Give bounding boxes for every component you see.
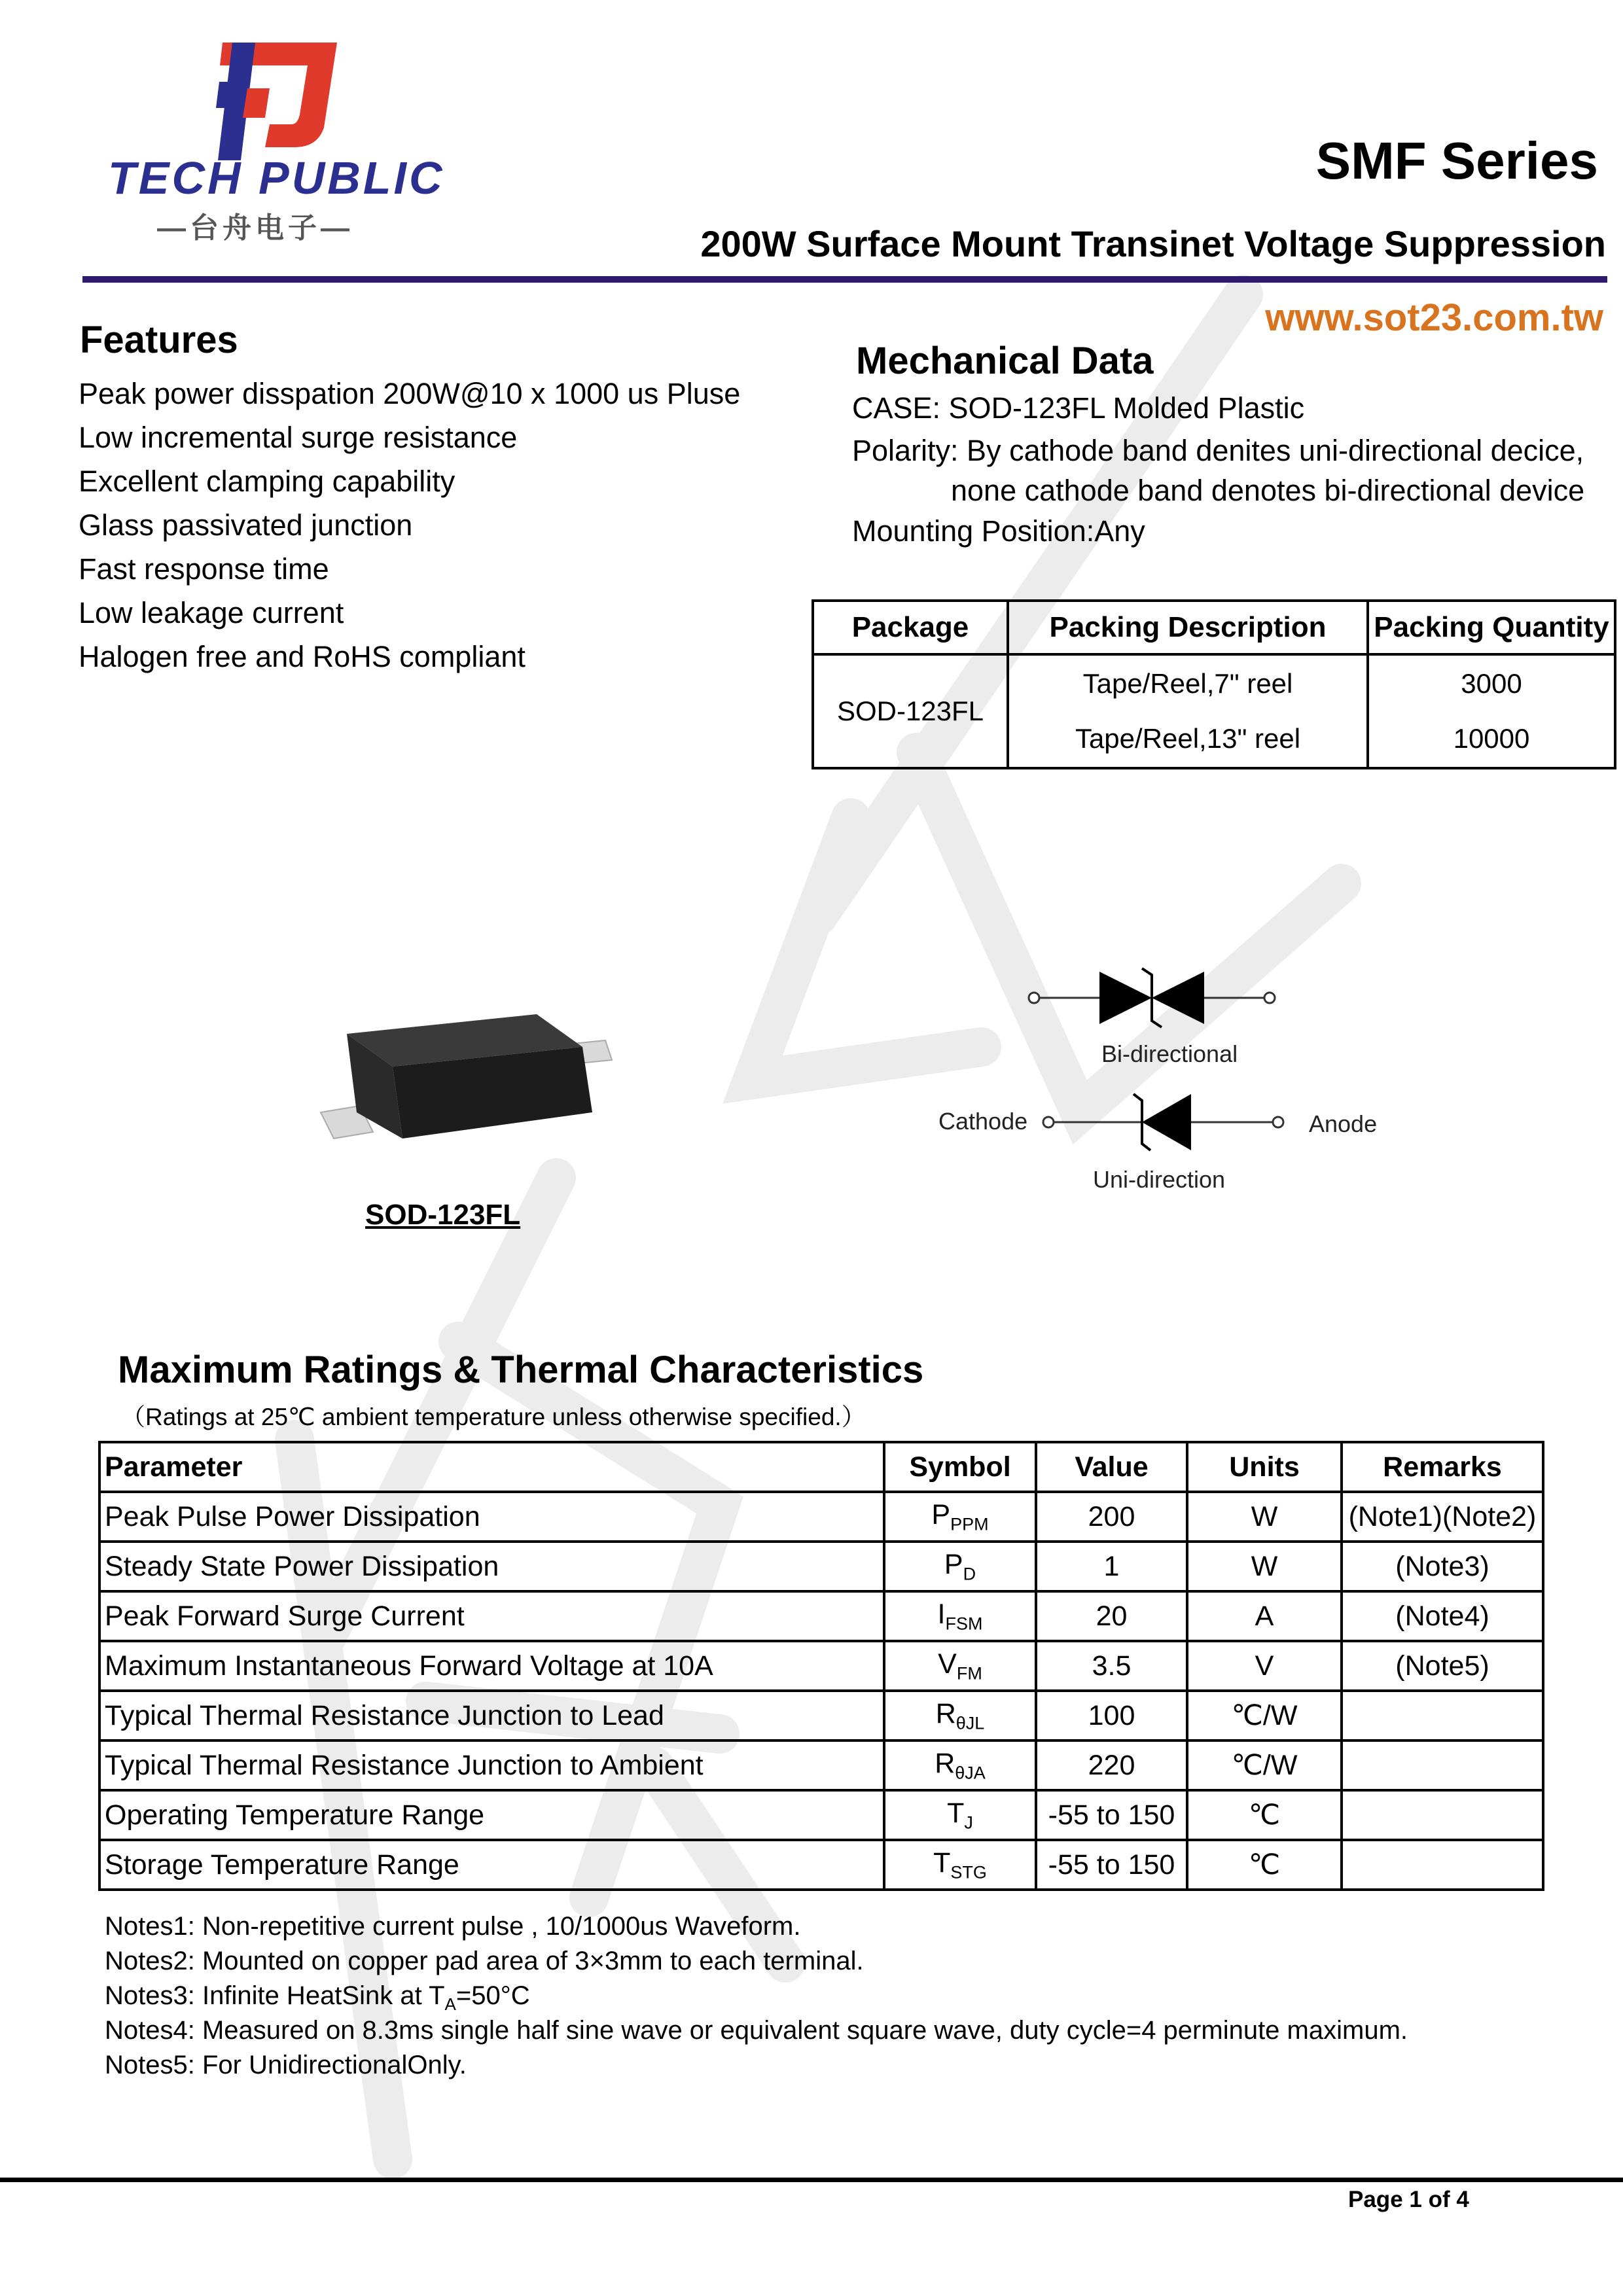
ratings-header-units: Units	[1187, 1442, 1342, 1492]
feature-item: Low incremental surge resistance	[79, 421, 518, 454]
ratings-remarks	[1342, 1740, 1543, 1790]
ratings-row	[99, 1740, 1543, 1790]
package-caption: SOD-123FL	[365, 1199, 521, 1231]
header-rule	[82, 276, 1607, 283]
note-2: Notes2: Mounted on copper pad area of 3×3mm to each terminal.	[105, 1947, 864, 1975]
packing-row	[813, 654, 1615, 768]
ratings-units: W	[1187, 1542, 1342, 1591]
series-title: SMF Series	[1315, 132, 1598, 190]
ratings-parameter: Steady State Power Dissipation	[99, 1542, 884, 1591]
symbol-letter: I	[937, 1598, 946, 1630]
packing-description: Tape/Reel,13" reel	[1075, 723, 1301, 754]
document-subtitle: 200W Surface Mount Transinet Voltage Suppression	[700, 223, 1606, 264]
ratings-remarks	[1342, 1691, 1543, 1740]
ratings-value: 1	[1036, 1542, 1187, 1591]
packing-quantities	[1368, 654, 1615, 768]
symbol-subscript: D	[963, 1564, 976, 1584]
ratings-heading: Maximum Ratings & Thermal Characteristics	[118, 1349, 924, 1391]
note-3-sub: A	[444, 1994, 456, 2014]
note-3	[105, 1979, 1408, 2013]
footer-rule	[0, 2178, 1623, 2182]
ratings-row	[99, 1641, 1543, 1691]
ratings-remarks: (Note3)	[1342, 1542, 1543, 1591]
notes-section	[105, 1909, 1408, 2083]
ratings-units: ℃	[1187, 1790, 1342, 1840]
ratings-units: ℃/W	[1187, 1740, 1342, 1790]
ratings-header-value: Value	[1036, 1442, 1187, 1492]
ratings-parameter: Peak Forward Surge Current	[99, 1591, 884, 1641]
ratings-remarks: (Note1)(Note2)	[1342, 1492, 1543, 1542]
bi-directional-label: Bi-directional	[1101, 1040, 1238, 1067]
mech-polarity-line-1: Polarity: By cathode band denites uni-directional decice,	[852, 434, 1584, 467]
ratings-units: W	[1187, 1492, 1342, 1542]
ratings-header-symbol: Symbol	[884, 1442, 1036, 1492]
ratings-row	[99, 1591, 1543, 1641]
feature-item: Fast response time	[79, 552, 329, 586]
ratings-value: 20	[1036, 1591, 1187, 1641]
symbol-letter: T	[947, 1797, 965, 1829]
features-list	[79, 372, 740, 679]
ratings-row	[99, 1542, 1543, 1591]
ratings-parameter: Peak Pulse Power Dissipation	[99, 1492, 884, 1542]
ratings-remarks: (Note5)	[1342, 1641, 1543, 1691]
ratings-symbol	[884, 1790, 1036, 1840]
symbol-letter: P	[931, 1498, 951, 1530]
ratings-row	[99, 1840, 1543, 1890]
packing-header-row	[813, 601, 1615, 654]
symbol-letter: R	[935, 1697, 956, 1729]
note-5: Notes5: For UnidirectionalOnly.	[105, 2051, 467, 2079]
ratings-conditions: （Ratings at 25℃ ambient temperature unless otherwise specified.）	[121, 1404, 866, 1430]
brand-name: TECH PUBLIC	[108, 152, 445, 203]
mech-mounting: Mounting Position:Any	[852, 514, 1145, 548]
note-3-suffix: =50°C	[455, 1981, 530, 2010]
packing-header-quantity: Packing Quantity	[1368, 601, 1615, 654]
packing-header-package: Package	[813, 601, 1008, 654]
mech-case: CASE: SOD-123FL Molded Plastic	[852, 391, 1305, 425]
ratings-header-parameter: Parameter	[99, 1442, 884, 1492]
sod123fl-package-image	[314, 981, 622, 1158]
features-heading: Features	[80, 319, 238, 361]
ratings-value: 100	[1036, 1691, 1187, 1740]
ratings-parameter: Maximum Instantaneous Forward Voltage at 10A	[99, 1641, 884, 1691]
ratings-parameter: Typical Thermal Resistance Junction to Ambient	[99, 1740, 884, 1790]
ratings-value: 200	[1036, 1492, 1187, 1542]
ratings-symbol	[884, 1542, 1036, 1591]
note-3-prefix: Notes3: Infinite HeatSink at T	[105, 1981, 445, 2010]
symbol-subscript: θJA	[955, 1763, 986, 1783]
ratings-remarks: (Note4)	[1342, 1591, 1543, 1641]
packing-description: Tape/Reel,7" reel	[1082, 668, 1293, 699]
symbol-letter: V	[938, 1648, 957, 1680]
ratings-parameter: Operating Temperature Range	[99, 1790, 884, 1840]
feature-item: Halogen free and RoHS compliant	[79, 640, 526, 673]
symbol-subscript: FSM	[945, 1614, 983, 1634]
symbol-subscript: STG	[950, 1862, 987, 1882]
packing-descriptions	[1008, 654, 1368, 768]
ratings-symbol	[884, 1691, 1036, 1740]
symbol-letter: R	[935, 1747, 955, 1779]
ratings-value: -55 to 150	[1036, 1790, 1187, 1840]
feature-item: Glass passivated junction	[79, 508, 413, 542]
uni-direction-label: Uni-direction	[1093, 1166, 1226, 1193]
cathode-label: Cathode	[938, 1108, 1028, 1135]
ratings-row	[99, 1492, 1543, 1542]
ratings-units: ℃	[1187, 1840, 1342, 1890]
anode-label: Anode	[1309, 1110, 1378, 1137]
ratings-units: V	[1187, 1641, 1342, 1691]
packing-header-description: Packing Description	[1008, 601, 1368, 654]
symbol-subscript: θJL	[955, 1713, 985, 1733]
ratings-header-row	[99, 1442, 1543, 1492]
ratings-symbol	[884, 1740, 1036, 1790]
packing-table	[812, 599, 1616, 769]
ratings-parameter: Typical Thermal Resistance Junction to Lead	[99, 1691, 884, 1740]
ratings-symbol	[884, 1641, 1036, 1691]
feature-item: Peak power disspation 200W@10 x 1000 us Pluse	[79, 377, 741, 410]
symbol-subscript: FM	[956, 1663, 982, 1684]
ratings-symbol	[884, 1591, 1036, 1641]
ratings-remarks	[1342, 1790, 1543, 1840]
ratings-units: ℃/W	[1187, 1691, 1342, 1740]
ratings-table	[98, 1441, 1544, 1891]
ratings-parameter: Storage Temperature Range	[99, 1840, 884, 1890]
symbol-subscript: PPM	[950, 1514, 989, 1534]
packing-quantity: 3000	[1461, 668, 1522, 699]
ratings-value: 220	[1036, 1740, 1187, 1790]
ratings-header-remarks: Remarks	[1342, 1442, 1543, 1492]
page-number: Page 1 of 4	[1348, 2187, 1469, 2212]
ratings-value: -55 to 150	[1036, 1840, 1187, 1890]
brand-name-cn: —台舟电子—	[157, 212, 353, 244]
feature-item: Low leakage current	[79, 596, 344, 629]
mechanical-data-heading: Mechanical Data	[856, 340, 1154, 382]
ratings-symbol	[884, 1492, 1036, 1542]
ratings-row	[99, 1790, 1543, 1840]
ratings-remarks	[1342, 1840, 1543, 1890]
mech-polarity-line-2: none cathode band denotes bi-directional device	[951, 474, 1585, 507]
feature-item: Excellent clamping capability	[79, 465, 455, 498]
ratings-units: A	[1187, 1591, 1342, 1641]
symbol-subscript: J	[964, 1812, 973, 1833]
ratings-body	[99, 1492, 1543, 1890]
packing-package: SOD-123FL	[813, 654, 1008, 768]
ratings-symbol	[884, 1840, 1036, 1890]
note-1: Notes1: Non-repetitive current pulse , 10/1000us Waveform.	[105, 1912, 801, 1941]
note-4: Notes4: Measured on 8.3ms single half sine wave or equivalent square wave, duty cycle=4 perminute maximum.	[105, 2016, 1408, 2045]
symbol-letter: P	[944, 1548, 963, 1580]
packing-quantity: 10000	[1453, 723, 1530, 754]
website-link[interactable]: www.sot23.com.tw	[1265, 296, 1603, 339]
symbol-letter: T	[933, 1846, 951, 1879]
ratings-value: 3.5	[1036, 1641, 1187, 1691]
ratings-row	[99, 1691, 1543, 1740]
